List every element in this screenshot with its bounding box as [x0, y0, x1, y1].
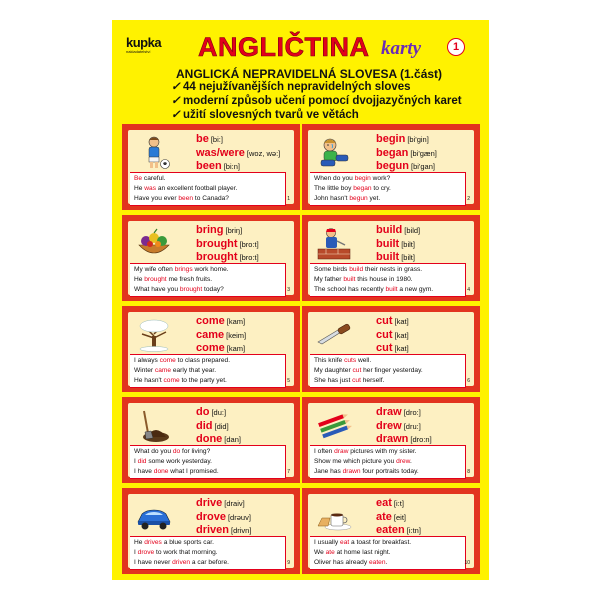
sentence-text: My wife often [134, 266, 175, 273]
pronunciation: [dru:] [403, 421, 421, 431]
highlighted-verb: drove [137, 548, 155, 556]
verb-form-line [196, 511, 251, 525]
example-sentence [134, 538, 285, 548]
example-sentence [134, 174, 285, 184]
pronunciation: [draiv] [224, 499, 245, 508]
card-number: 6 [467, 378, 470, 384]
card-body [128, 494, 294, 568]
logo-brand: kupka [126, 35, 162, 50]
verb-form-line [376, 133, 437, 147]
example-sentence [314, 548, 465, 558]
example-sentence [134, 376, 285, 386]
sentence-text: . [385, 558, 388, 566]
example-sentences [310, 263, 466, 297]
sentence-text: My father [314, 275, 344, 283]
sentence-text: careful. [142, 175, 166, 182]
highlighted-verb: built [385, 285, 398, 293]
card-number: 7 [287, 469, 290, 475]
example-sentences [310, 536, 466, 570]
sentence-text: The little boy [314, 184, 354, 192]
sentence-text: Have you ever [134, 194, 179, 202]
verb-form: begun [376, 160, 409, 172]
example-sentence [314, 174, 465, 184]
sentence-text: He [134, 539, 145, 546]
sentence-text: What do you [134, 448, 173, 455]
verb-form-line [376, 224, 420, 238]
highlighted-verb: come [163, 376, 180, 384]
pronunciation: [dro:n] [410, 435, 432, 444]
card-number: 1 [287, 196, 290, 202]
verb-form: driven [196, 524, 230, 536]
card-number: 5 [287, 378, 290, 384]
sentence-text: Some birds [314, 266, 350, 273]
sentence-text: a new gym. [397, 285, 434, 293]
sentence-text: He hasn't [134, 376, 164, 384]
highlighted-verb: been [178, 194, 194, 202]
example-sentence [314, 285, 465, 295]
card-number: 2 [467, 196, 470, 202]
verb-card[interactable] [302, 488, 480, 574]
example-sentence [314, 275, 465, 285]
highlighted-verb: cut [352, 366, 362, 374]
publisher-logo [126, 36, 174, 58]
sentence-text: me fresh fruits. [166, 275, 213, 283]
pronunciation: [drәuv] [227, 512, 251, 522]
fruit-basket-icon [136, 227, 172, 261]
crying-child-icon [316, 136, 352, 170]
sentence-text: work? [370, 175, 391, 182]
verb-form-line [196, 329, 246, 343]
verb-form: been [196, 160, 222, 172]
verb-card[interactable] [122, 488, 300, 574]
boy-with-football-icon [136, 136, 172, 170]
highlighted-verb: began [353, 184, 372, 192]
sentence-text: work home. [192, 266, 229, 273]
sentence-text: I [134, 457, 138, 465]
snowy-tree-icon [136, 318, 172, 352]
verb-form: came [196, 328, 225, 341]
sentence-text: I always [134, 357, 160, 364]
sentence-text: to Canada? [193, 194, 229, 202]
highlighted-verb: ate [325, 548, 335, 556]
pronunciation: [i:tn] [406, 526, 421, 535]
verb-forms [376, 133, 437, 174]
checkmark-icon: ✓ [171, 81, 181, 93]
sentence-text: John hasn't [314, 194, 350, 202]
flashcard-sheet [112, 20, 489, 580]
sentence-text: four portraits today. [360, 467, 419, 475]
card-body [128, 130, 294, 204]
verb-form: build [376, 224, 403, 236]
verb-form-line [196, 224, 259, 238]
sentence-text: . [410, 457, 412, 465]
example-sentences [130, 354, 286, 388]
sentence-text: We [314, 548, 326, 556]
highlighted-verb: cuts [344, 357, 357, 364]
sentence-text: what I promised. [168, 467, 219, 475]
card-number: 9 [287, 560, 290, 566]
pronunciation: [bi'gæn] [410, 148, 437, 158]
sentence-text: some work yesterday. [146, 457, 212, 465]
pronunciation: [keim] [226, 330, 247, 340]
feature-list [171, 80, 462, 122]
sentence-text: I usually [314, 539, 341, 546]
verb-card[interactable] [302, 215, 480, 301]
example-sentence [314, 447, 465, 457]
sentence-text: I often [314, 448, 335, 455]
verb-form: draw [376, 406, 402, 418]
example-sentence [134, 548, 285, 558]
sentence-text: Show me which picture you [314, 457, 397, 465]
pronunciation: [dan] [224, 435, 241, 444]
highlighted-verb: drew [396, 457, 411, 465]
pronunciation: [dro:] [403, 408, 421, 417]
example-sentence [314, 356, 465, 366]
example-sentence [134, 275, 285, 285]
verb-form-line [376, 238, 420, 252]
sentence-text: this house in 1980. [355, 275, 413, 283]
highlighted-verb: was [144, 184, 156, 192]
verb-form-line [376, 511, 421, 525]
verb-card[interactable] [122, 124, 300, 210]
verb-form: ate [376, 510, 392, 523]
verb-forms [376, 406, 432, 447]
example-sentence [314, 457, 465, 467]
verb-form: built [376, 237, 400, 250]
verb-form: bring [196, 224, 224, 236]
sentence-text: She has just [314, 376, 353, 384]
verb-form: cut [376, 342, 393, 354]
example-sentence [134, 558, 285, 568]
example-sentence [314, 366, 465, 376]
feature-text: užití slovesných tvarů ve větách [183, 109, 359, 121]
part-number-badge: 1 [447, 38, 465, 56]
highlighted-verb: brings [174, 266, 193, 273]
verb-form: come [196, 315, 225, 327]
feature-item [171, 80, 462, 94]
highlighted-verb: begun [349, 194, 368, 202]
sentence-text: well. [356, 357, 372, 364]
sentence-text: herself. [360, 376, 385, 384]
card-body [128, 312, 294, 386]
pronunciation: [kat] [394, 344, 409, 353]
highlighted-verb: brought [179, 285, 203, 293]
sentence-text: their nests in grass. [363, 266, 423, 273]
example-sentence [134, 265, 285, 275]
pronunciation: [bro:t] [239, 253, 259, 262]
example-sentence [134, 467, 285, 477]
highlighted-verb: drives [144, 539, 162, 546]
example-sentence [314, 184, 465, 194]
pronunciation: [i:t] [393, 499, 404, 508]
verb-form: cut [376, 328, 393, 341]
feature-text: moderní způsob učení pomocí dvojjazyčných karet [183, 95, 462, 107]
example-sentences [310, 172, 466, 206]
highlighted-verb: driven [172, 558, 191, 566]
sentence-text: I [134, 548, 138, 556]
pronunciation: [bilt] [401, 253, 415, 262]
verb-form: was/were [196, 146, 245, 159]
pronunciation: [bi'gin] [407, 135, 429, 144]
verb-form: eat [376, 497, 392, 509]
sentence-text: a car before. [190, 558, 229, 566]
pronunciation: [bilt] [401, 239, 415, 249]
pronunciation: [briŋ] [225, 226, 243, 235]
verb-form-line [196, 315, 246, 329]
example-sentence [134, 194, 285, 204]
highlighted-verb: draw [334, 448, 349, 455]
verb-forms [196, 497, 251, 538]
card-body [308, 403, 474, 477]
sentence-text: to the party yet. [179, 376, 227, 384]
highlighted-verb: do [172, 448, 181, 455]
verb-form: built [376, 251, 400, 263]
card-number: 8 [467, 469, 470, 475]
verb-form-line [196, 147, 280, 161]
example-sentence [314, 376, 465, 386]
example-sentence [134, 447, 285, 457]
subtitle: ANGLICKÁ NEPRAVIDELNÁ SLOVESA (1.část) [176, 67, 443, 81]
card-number: 4 [467, 287, 470, 293]
example-sentence [134, 184, 285, 194]
sentence-text: yet. [367, 194, 381, 202]
sentence-text: This knife [314, 357, 345, 364]
sentence-text: her finger yesterday. [361, 366, 423, 374]
example-sentence [134, 457, 285, 467]
verb-forms [376, 497, 421, 538]
pronunciation: [drivn] [231, 526, 252, 535]
card-body [128, 403, 294, 477]
sentence-text: My daughter [314, 366, 353, 374]
verb-form: drew [376, 419, 402, 432]
sentence-text: Jane has [314, 467, 343, 475]
car-icon [136, 500, 172, 534]
sentence-text: early that year. [171, 366, 217, 374]
sentence-text: I have [134, 467, 154, 475]
verb-form: eaten [376, 524, 405, 536]
card-number: 3 [287, 287, 290, 293]
verb-forms [196, 315, 246, 356]
example-sentence [314, 467, 465, 477]
verb-form: drove [196, 510, 226, 523]
sentence-text: What have you [134, 285, 180, 293]
highlighted-verb: came [154, 366, 172, 374]
pronunciation: [kat] [394, 317, 409, 326]
sentence-text: today? [202, 285, 224, 293]
sentence-text: The school has recently [314, 285, 386, 293]
page-title: ANGLIČTINA [198, 32, 370, 62]
verb-form-line [196, 420, 241, 434]
example-sentence [314, 194, 465, 204]
highlighted-verb: done [153, 467, 169, 475]
example-sentence [314, 265, 465, 275]
highlighted-verb: drawn [342, 467, 361, 475]
sentence-text: to class prepared. [175, 357, 231, 364]
pronunciation: [eit] [393, 512, 406, 522]
pronunciation: [kam] [226, 344, 246, 353]
highlighted-verb: did [137, 457, 147, 465]
highlighted-verb: built [343, 275, 356, 283]
example-sentences [130, 172, 286, 206]
verb-form-line [376, 497, 421, 511]
highlighted-verb: Be [134, 175, 143, 182]
karty-label: karty [381, 38, 422, 59]
verb-form-line [196, 238, 259, 252]
pronunciation: [bi:] [210, 135, 223, 144]
verb-form: drawn [376, 433, 409, 445]
sentence-text: Winter [134, 366, 155, 374]
checkmark-icon: ✓ [171, 109, 181, 121]
example-sentence [314, 558, 465, 568]
example-sentence [134, 356, 285, 366]
example-sentence [134, 285, 285, 295]
verb-form: cut [376, 315, 393, 327]
bricklayer-icon [316, 227, 352, 261]
pronunciation: [did] [214, 421, 229, 431]
verb-card[interactable] [122, 215, 300, 301]
verb-form: be [196, 133, 209, 145]
verb-form: come [196, 342, 225, 354]
verb-card[interactable] [122, 397, 300, 483]
pronunciation: [bild] [404, 226, 421, 235]
sentence-text: for living? [180, 448, 211, 455]
verb-form: did [196, 419, 213, 432]
highlighted-verb: come [159, 357, 176, 364]
sentence-text: to work that morning. [154, 548, 218, 556]
card-body [128, 221, 294, 295]
sentence-text: a toast for breakfast. [349, 539, 412, 546]
verb-form: began [376, 146, 409, 159]
pronunciation: [kam] [226, 317, 246, 326]
verb-card[interactable] [302, 306, 480, 392]
example-sentence [314, 538, 465, 548]
verb-form: done [196, 433, 223, 445]
verb-form-line [196, 497, 251, 511]
shovel-dirt-icon [136, 409, 172, 443]
sentence-text: a blue sports car. [161, 539, 214, 546]
verb-forms [196, 406, 241, 447]
verb-form-line [196, 406, 241, 420]
logo-subtitle: nakladatelství [126, 49, 151, 54]
example-sentences [130, 263, 286, 297]
sentence-text: at home last night. [334, 548, 391, 556]
feature-item [171, 94, 462, 108]
verb-form-line [376, 315, 409, 329]
sentence-text: He [134, 184, 145, 192]
highlighted-verb: eat [340, 539, 350, 546]
card-body [308, 494, 474, 568]
sentence-text: He [134, 275, 145, 283]
pronunciation: [du:] [211, 408, 227, 417]
sentence-text: an excellent football player. [156, 184, 238, 192]
sentence-text: I have never [134, 558, 173, 566]
highlighted-verb: cut [352, 376, 361, 384]
feature-text: 44 nejužívanějších nepravidelných sloves [183, 81, 411, 93]
highlighted-verb: begin [354, 175, 371, 182]
verb-form-line [376, 147, 437, 161]
example-sentences [310, 445, 466, 479]
verb-form: drive [196, 497, 223, 509]
verb-forms [196, 224, 259, 265]
verb-form-line [376, 406, 432, 420]
card-number: 10 [464, 560, 470, 566]
verb-forms [376, 315, 409, 356]
pronunciation: [bi'gan] [411, 162, 435, 171]
verb-card[interactable] [302, 124, 480, 210]
card-body [308, 312, 474, 386]
knife-icon [316, 318, 352, 352]
verb-form-line [196, 133, 280, 147]
verb-card[interactable] [122, 306, 300, 392]
card-body [308, 130, 474, 204]
verb-card[interactable] [302, 397, 480, 483]
sentence-text: When do you [314, 175, 355, 182]
pronunciation: [bro:t] [239, 239, 259, 249]
checkmark-icon: ✓ [171, 95, 181, 107]
example-sentences [130, 445, 286, 479]
card-body [308, 221, 474, 295]
header [112, 20, 489, 130]
feature-item [171, 108, 462, 122]
verb-forms [196, 133, 280, 174]
pronunciation: [woz, wə:] [246, 148, 281, 158]
pronunciation: [bi:n] [223, 162, 240, 171]
example-sentence [134, 366, 285, 376]
sentence-text: pictures with my sister. [348, 448, 417, 455]
pencils-icon [316, 409, 352, 443]
pronunciation: [kat] [394, 330, 409, 340]
sentence-text: Oliver has already [314, 558, 369, 566]
verb-form-line [376, 329, 409, 343]
verb-form: brought [196, 251, 238, 263]
verb-forms [376, 224, 420, 265]
highlighted-verb: build [349, 266, 364, 273]
example-sentences [310, 354, 466, 388]
verb-form: brought [196, 237, 238, 250]
highlighted-verb: brought [144, 275, 167, 283]
verb-form: do [196, 406, 210, 418]
coffee-toast-icon [316, 500, 352, 534]
sentence-text: to cry. [371, 184, 391, 192]
example-sentences [130, 536, 286, 570]
verb-form: begin [376, 133, 406, 145]
highlighted-verb: eaten [368, 558, 386, 566]
verb-form-line [376, 420, 432, 434]
